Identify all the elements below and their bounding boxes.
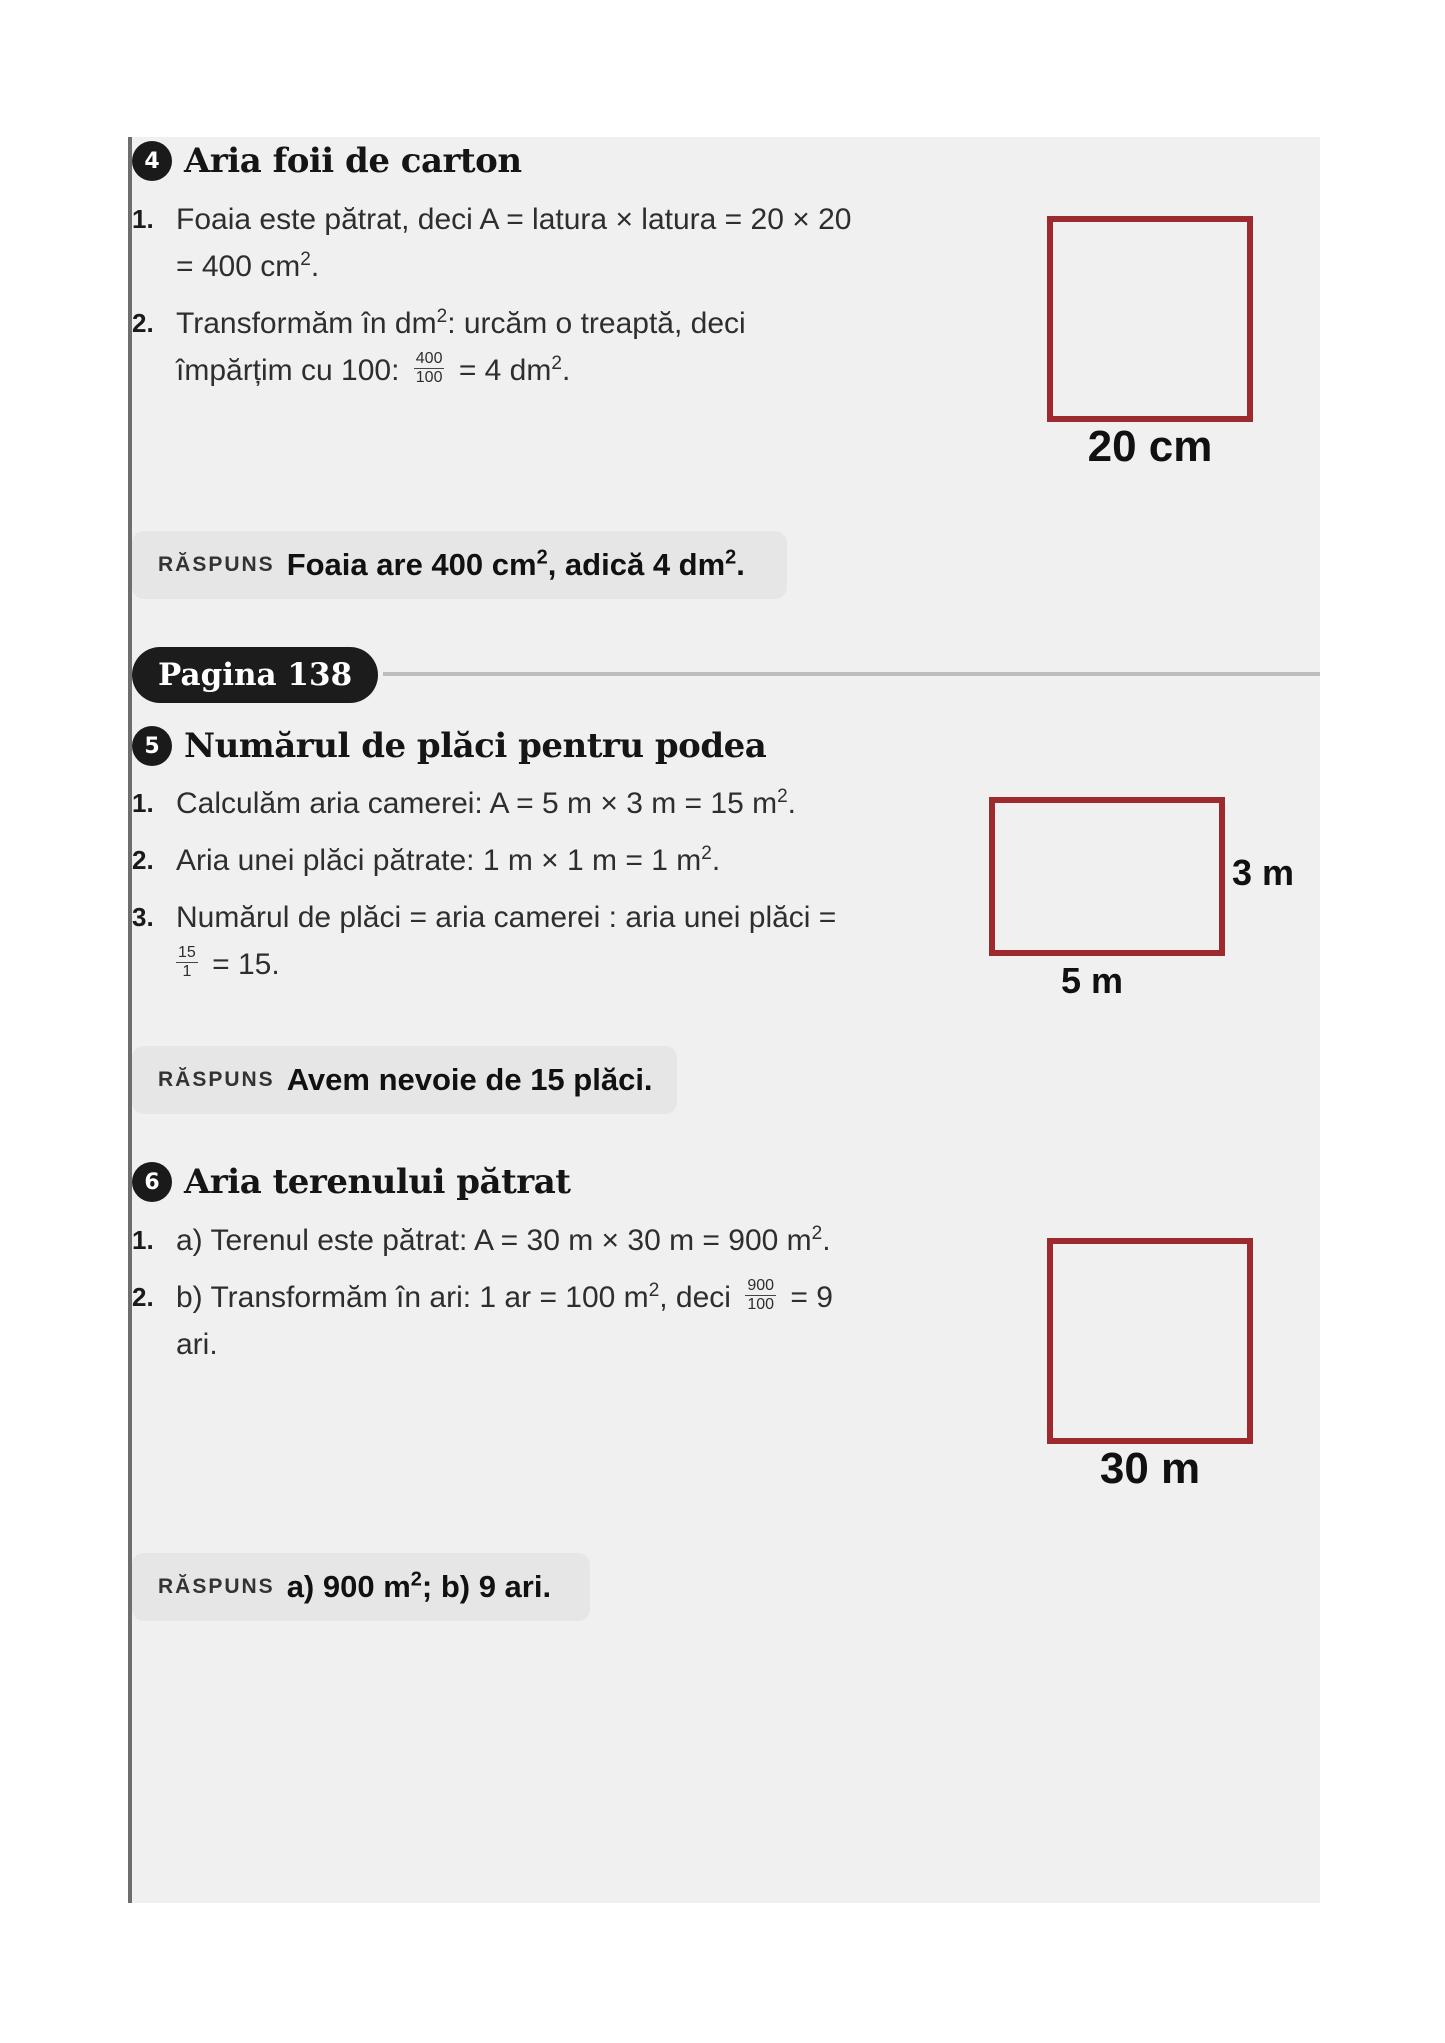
figure-label-20cm: 20 cm [1087,422,1213,471]
section-4-number-badge: 4 [132,141,172,181]
section-4-answer-text: Foaia are 400 $cm^2$, adică 4 $dm^2$. [286,546,745,582]
section-4-step-1: 1. Foaia este pătrat, deci A = latura × latura = 20 × 20 = 400 $cm^2$. [132,203,852,283]
section-6-answer-text: a) 900 $m^2$; b) 9 ari. [286,1568,552,1604]
section-5-step-3: 3. Numărul de plăci = aria camerei : aria unei plăci = $\frac{15}{1}$ = 15. [132,901,837,981]
section-4-title: Aria foii de carton [184,141,522,181]
answer-tag: RĂSPUNS [158,553,275,576]
section-5-title: Numărul de plăci pentru podea [184,726,767,766]
rectangle-figure-5m-3m [989,797,1225,956]
figure-label-30m: 30 m [1099,1444,1201,1493]
section-5-step-1: 1. Calculăm aria camerei: A = 5 m × 3 m = 15 $m^2$. [132,786,797,820]
section-4-answer-box [132,531,787,599]
section-4-heading [132,141,522,181]
page-label-pill: Pagina 138 [132,647,378,703]
section-5-step-2: 2. Aria unei plăci pătrate: 1 m × 1 m = 1 $m^2$. [132,843,721,877]
figure-label-3m: 3 m [1232,852,1295,893]
square-figure-30m [1047,1238,1253,1444]
square-figure-20cm [1047,216,1253,422]
section-6-title: Aria terenului pătrat [184,1162,571,1202]
section-5-answer-box [132,1046,677,1114]
section-5-heading [132,726,766,766]
page-divider-line [383,672,1320,676]
answer-tag: RĂSPUNS [158,1575,275,1598]
answer-tag: RĂSPUNS [158,1068,275,1091]
section-6-number-badge: 6 [132,1162,172,1202]
fraction-400-100: $\frac{400}{100}$ [415,349,443,386]
section-4-steps [132,196,942,394]
section-6-answer-box [132,1553,590,1621]
section-4-step-2: 2. Transformăm în $dm^2$: urcăm o treaptă, deci împărțim cu 100: $\frac{400}{100}$ = 4 $dm^2$. [132,306,746,387]
fraction-15-1: $\frac{15}{1}$ [178,943,196,980]
section-5-number-badge: 5 [132,726,172,766]
section-6-step-1: 1. a) Terenul este pătrat: A = 30 m × 30 m = 900 $m^2$. [132,1223,831,1257]
section-6-steps [132,1217,922,1368]
section-5-answer-text: Avem nevoie de 15 plăci. [286,1062,653,1097]
section-5-steps [132,780,922,988]
fraction-900-100: $\frac{900}{100}$ [747,1276,775,1313]
section-6-heading [132,1162,570,1202]
figure-label-5m: 5 m [1060,960,1124,1001]
section-6-step-2: 2. b) Transformăm în ari: 1 ar = 100 $m^2$, deci $\frac{900}{100}$ = 9 ari. [132,1276,833,1361]
